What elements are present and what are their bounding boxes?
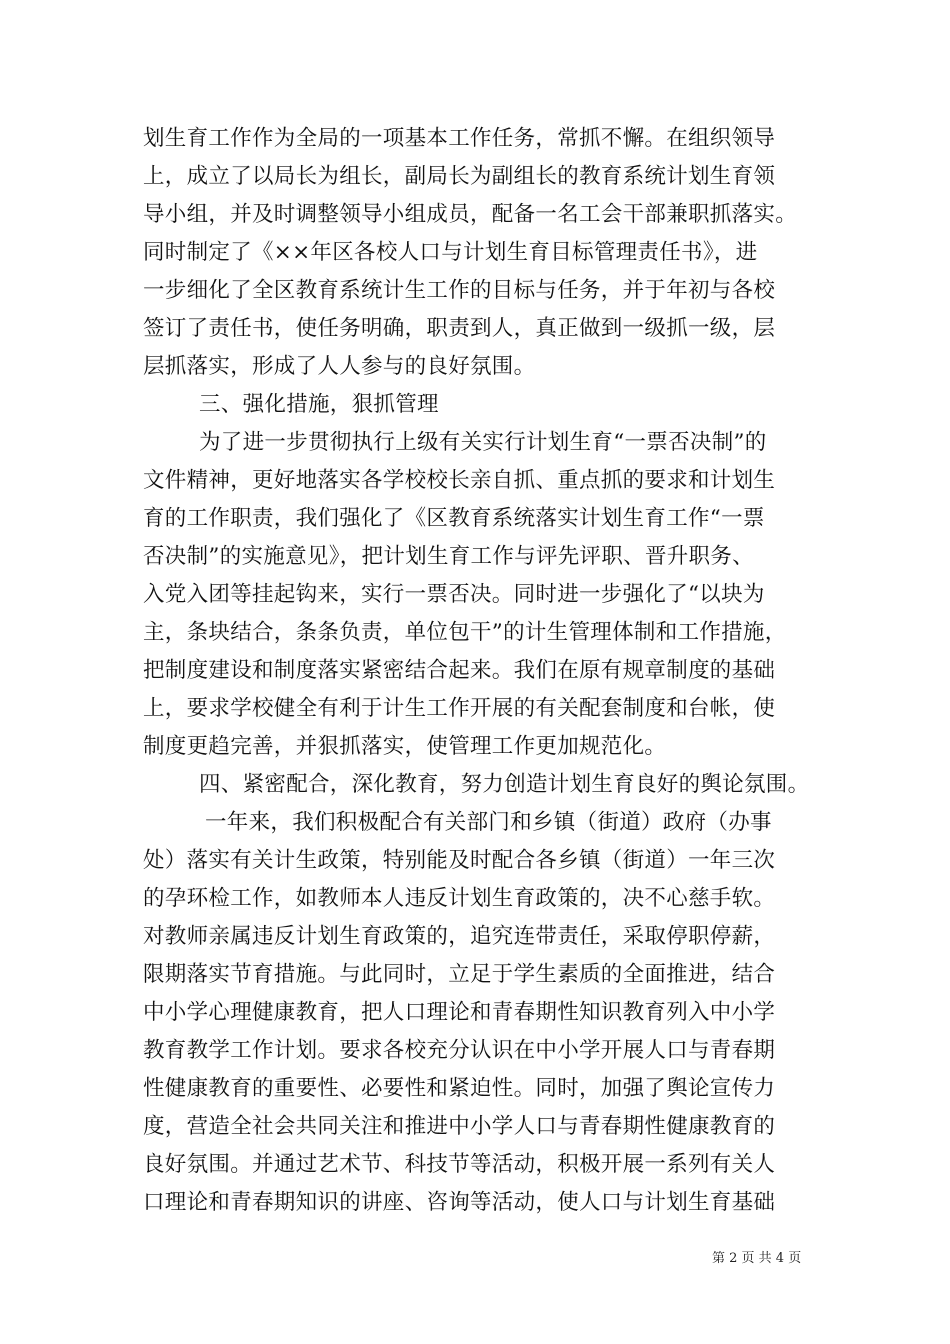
text-line: 对教师亲属违反计划生育政策的，追究连带责任，采取停职停薪，: [143, 924, 776, 949]
text-line: 否决制”的实施意见》，把计划生育工作与评先评职、晋升职务、: [143, 544, 754, 569]
text-line: 中小学心理健康教育，把人口理论和青春期性知识教育列入中小学: [143, 1000, 776, 1025]
text-line: 同时制定了《××年区各校人口与计划生育目标管理责任书》，进: [143, 240, 758, 265]
text-line: 口理论和青春期知识的讲座、咨询等活动，使人口与计划生育基础: [143, 1190, 776, 1215]
paragraph-start-line: 一年来，我们积极配合有关部门和乡镇（街道）政府（办事: [205, 810, 772, 835]
text-line: 制度更趋完善，并狠抓落实，使管理工作更加规范化。: [143, 734, 667, 759]
text-line: 签订了责任书，使任务明确，职责到人，真正做到一级抓一级，层: [143, 316, 776, 341]
text-line: 限期落实节育措施。与此同时，立足于学生素质的全面推进，结合: [143, 962, 776, 987]
text-line: 良好氛围。并通过艺术节、科技节等活动，积极开展一系列有关人: [143, 1152, 776, 1177]
text-line: 教育教学工作计划。要求各校充分认识在中小学开展人口与青春期: [143, 1038, 776, 1063]
text-line: 处）落实有关计生政策，特别能及时配合各乡镇（街道）一年三次: [143, 848, 776, 873]
text-line: 育的工作职责，我们强化了《区教育系统落实计划生育工作“一票: [143, 506, 765, 531]
section-heading: 四、紧密配合，深化教育，努力创造计划生育良好的舆论氛围。: [199, 772, 810, 797]
text-line: 上，要求学校健全有利于计生工作开展的有关配套制度和台帐，使: [143, 696, 776, 721]
section-heading: 三、强化措施，狠抓管理: [199, 392, 439, 417]
page-number-footer: 第 2 页 共 4 页: [712, 1251, 802, 1266]
text-line: 度，营造全社会共同关注和推进中小学人口与青春期性健康教育的: [143, 1114, 776, 1139]
text-line: 一步细化了全区教育系统计生工作的目标与任务，并于年初与各校: [143, 278, 776, 303]
text-line: 导小组，并及时调整领导小组成员，配备一名工会干部兼职抓落实。: [143, 202, 798, 227]
text-line: 性健康教育的重要性、必要性和紧迫性。同时，加强了舆论宣传力: [143, 1076, 776, 1101]
text-line: 层抓落实，形成了人人参与的良好氛围。: [143, 354, 536, 379]
text-line: 划生育工作作为全局的一项基本工作任务，常抓不懈。在组织领导: [143, 126, 776, 151]
text-line: 主，条块结合，条条负责，单位包干”的计生管理体制和工作措施，: [143, 620, 787, 645]
paragraph-start-line: 为了进一步贯彻执行上级有关实行计划生育“一票否决制”的: [199, 430, 767, 455]
text-line: 上，成立了以局长为组长，副局长为副组长的教育系统计划生育领: [143, 164, 776, 189]
text-line: 把制度建设和制度落实紧密结合起来。我们在原有规章制度的基础: [143, 658, 776, 683]
text-line: 的孕环检工作，如教师本人违反计划生育政策的，决不心慈手软。: [143, 886, 776, 911]
text-line: 入党入团等挂起钩来，实行一票否决。同时进一步强化了“以块为: [143, 582, 765, 607]
text-line: 文件精神，更好地落实各学校校长亲自抓、重点抓的要求和计划生: [143, 468, 776, 493]
